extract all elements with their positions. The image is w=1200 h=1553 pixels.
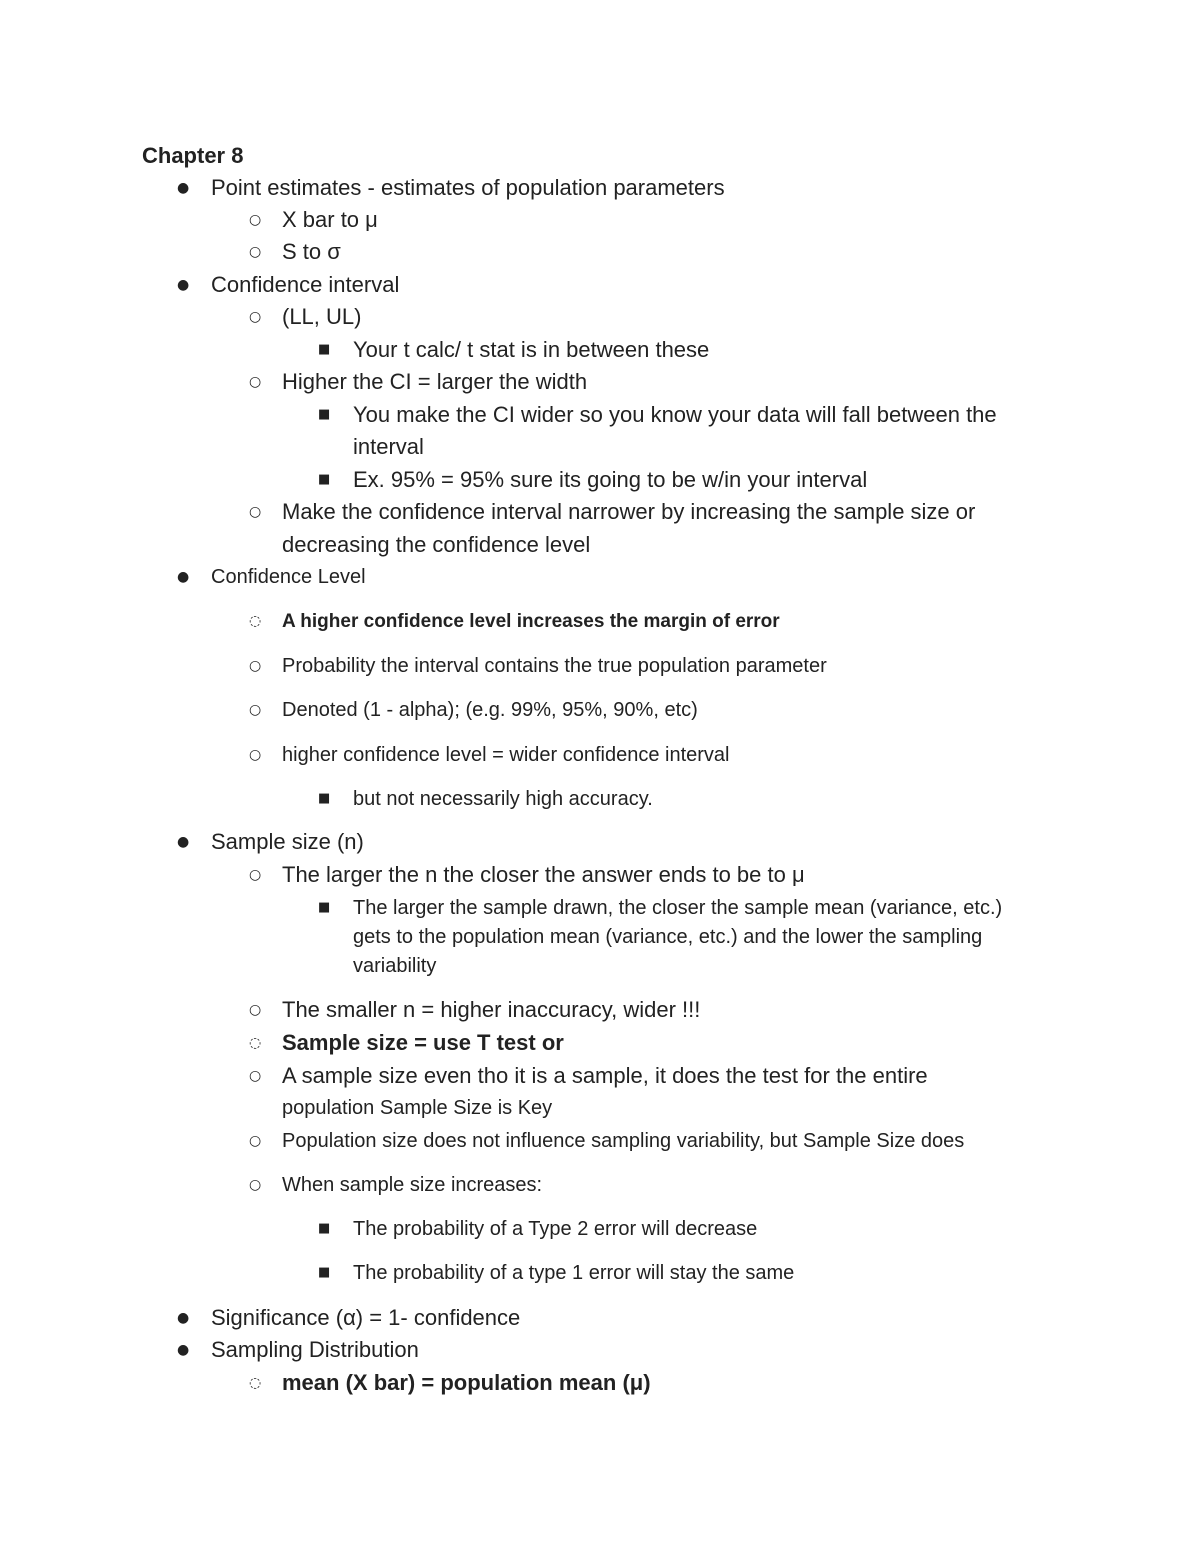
square-marker: ■	[318, 900, 331, 915]
list-item: Ex. 95% = 95% sure its going to be w/in your interval	[353, 467, 868, 492]
list-item: The smaller n = higher inaccuracy, wider !!!	[282, 997, 701, 1022]
bullet-marker: ●	[177, 277, 190, 293]
bullet-marker: ●	[177, 569, 190, 585]
list-item: Higher the CI = larger the width	[282, 369, 588, 394]
list-item: A higher confidence level increases the margin of error	[282, 611, 780, 632]
list-item: higher confidence level = wider confidence interval	[282, 744, 730, 766]
list-item: Sampling Distribution	[211, 1337, 419, 1362]
bullet-marker: ●	[177, 1342, 190, 1358]
square-marker: ■	[318, 1221, 331, 1236]
list-item: Your t calc/ t stat is in between these	[353, 337, 710, 362]
bullet-marker: ●	[177, 1310, 190, 1326]
circle-marker: ○	[249, 309, 262, 325]
list-item: Confidence interval	[211, 272, 400, 297]
list-item-continuation: interval	[353, 434, 424, 459]
list-item: Sample size = use T test or	[282, 1030, 564, 1055]
list-item-continuation: gets to the population mean (variance, etc.) and the lower the sampling	[353, 926, 983, 948]
circle-marker: ○	[249, 244, 262, 260]
square-marker: ■	[318, 342, 331, 357]
list-item: Make the confidence interval narrower by increasing the sample size or	[282, 499, 976, 524]
dotted-circle-marker: ◌	[249, 613, 262, 629]
dotted-circle-marker: ◌	[249, 1035, 262, 1051]
list-item-continuation: decreasing the confidence level	[282, 532, 591, 557]
list-item: but not necessarily high accuracy.	[353, 788, 653, 810]
square-marker: ■	[318, 407, 331, 422]
list-item: Probability the interval contains the true population parameter	[282, 655, 827, 677]
list-item: Denoted (1 - alpha); (e.g. 99%, 95%, 90%, etc)	[282, 699, 698, 721]
list-item: X bar to μ	[282, 207, 378, 232]
chapter-title: Chapter 8	[142, 143, 244, 168]
list-item-continuation: variability	[353, 955, 437, 977]
square-marker: ■	[318, 1265, 331, 1280]
dotted-circle-marker: ◌	[249, 1375, 262, 1391]
list-item: You make the CI wider so you know your data will fall between the	[353, 402, 997, 427]
circle-marker: ○	[249, 1177, 262, 1193]
list-item: Point estimates - estimates of population parameters	[211, 175, 725, 200]
bullet-marker: ●	[177, 834, 190, 850]
list-item: The probability of a type 1 error will stay the same	[353, 1262, 795, 1284]
list-item: Significance (α) = 1- confidence	[211, 1305, 521, 1330]
list-item: mean (X bar) = population mean (μ)	[282, 1370, 651, 1395]
circle-marker: ○	[249, 747, 262, 763]
list-item: The probability of a Type 2 error will decrease	[353, 1218, 758, 1240]
list-item: S to σ	[282, 239, 341, 264]
circle-marker: ○	[249, 658, 262, 674]
circle-marker: ○	[249, 212, 262, 228]
circle-marker: ○	[249, 1068, 262, 1084]
circle-marker: ○	[249, 504, 262, 520]
circle-marker: ○	[249, 374, 262, 390]
list-item-continuation: population Sample Size is Key	[282, 1097, 553, 1119]
list-item: When sample size increases:	[282, 1174, 543, 1196]
circle-marker: ○	[249, 867, 262, 883]
list-item: A sample size even tho it is a sample, it does the test for the entire	[282, 1063, 928, 1088]
list-item: (LL, UL)	[282, 304, 362, 329]
list-item: The larger the n the closer the answer ends to be to μ	[282, 862, 805, 887]
square-marker: ■	[318, 472, 331, 487]
list-item: Population size does not influence sampling variability, but Sample Size does	[282, 1130, 965, 1152]
circle-marker: ○	[249, 1002, 262, 1018]
square-marker: ■	[318, 791, 331, 806]
list-item: Sample size (n)	[211, 829, 364, 854]
circle-marker: ○	[249, 1133, 262, 1149]
circle-marker: ○	[249, 702, 262, 718]
bullet-marker: ●	[177, 180, 190, 196]
list-item: The larger the sample drawn, the closer the sample mean (variance, etc.)	[353, 897, 1003, 919]
list-item: Confidence Level	[211, 566, 366, 588]
